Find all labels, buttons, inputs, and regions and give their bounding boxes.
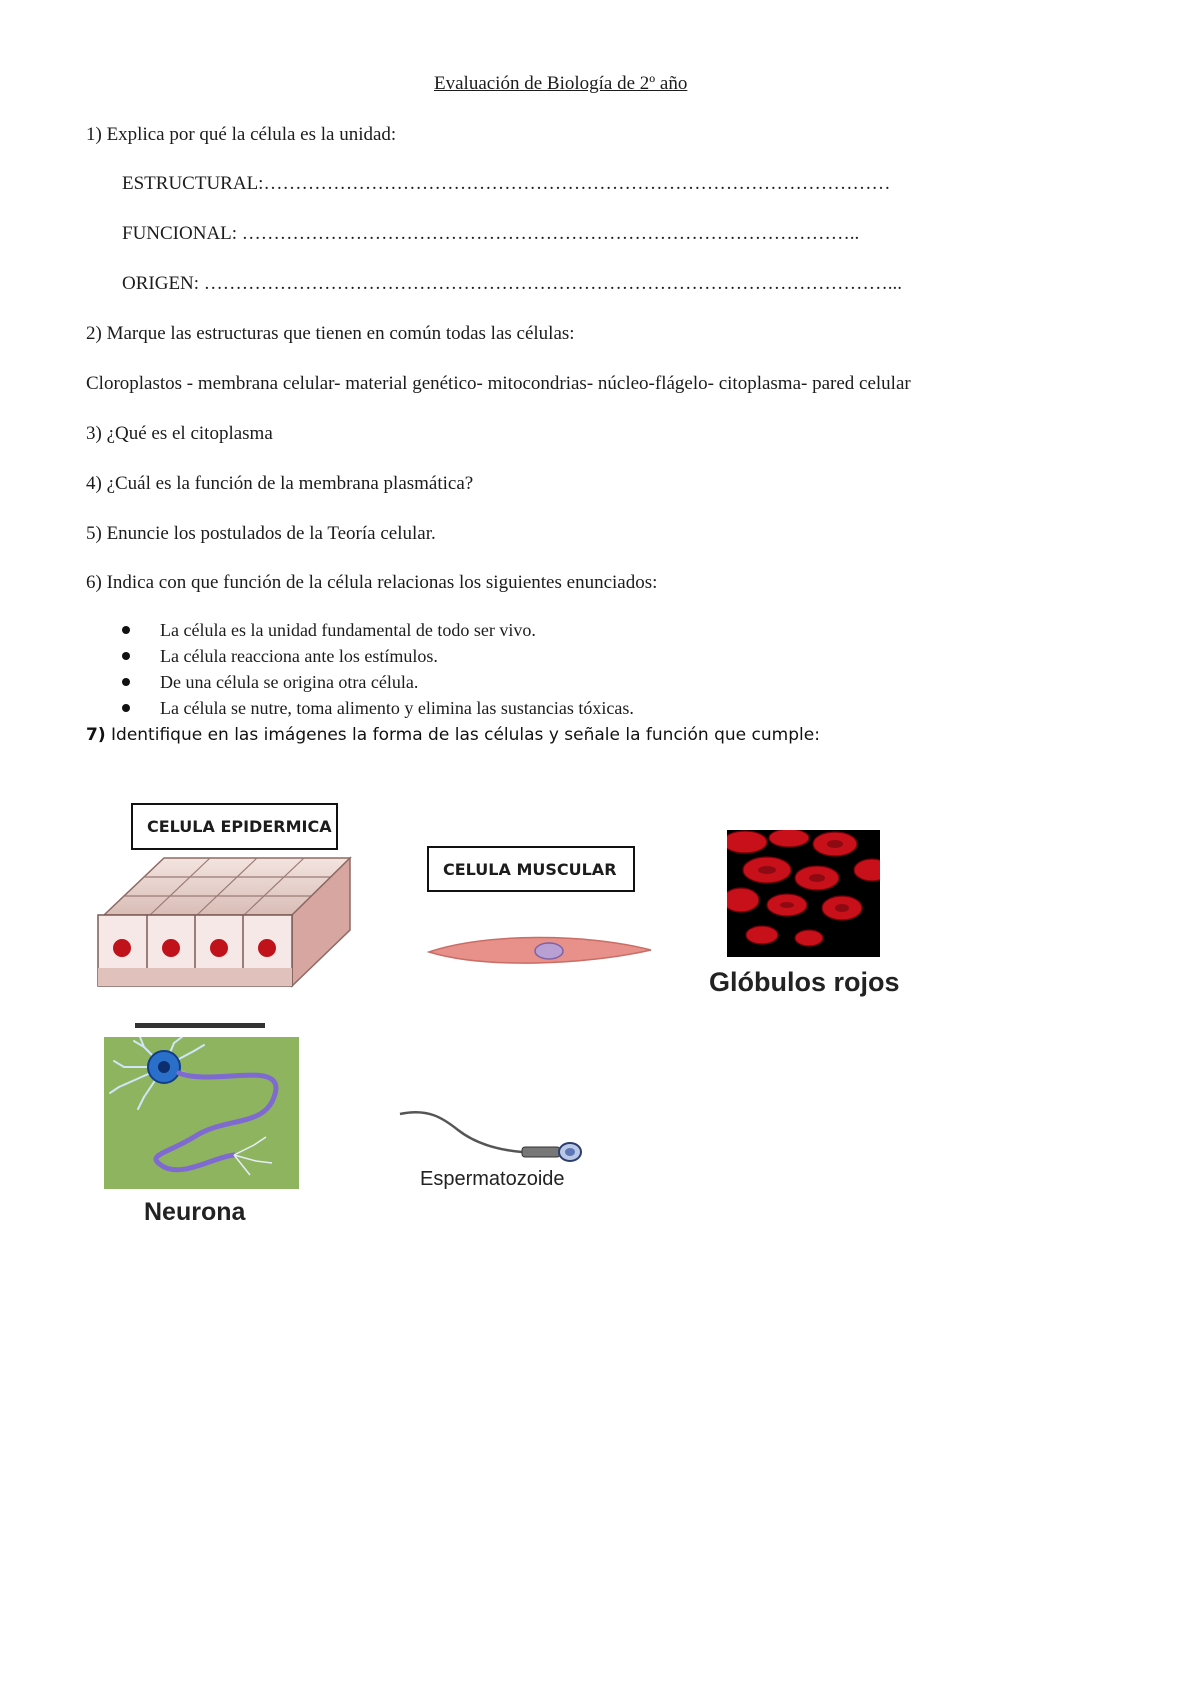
question-2: 2) Marque las estructuras que tienen en común todas las células: xyxy=(86,323,575,344)
bullet-icon xyxy=(122,678,130,686)
bullet-icon xyxy=(122,704,130,712)
list-item-text: De una célula se origina otra célula. xyxy=(160,672,419,692)
list-item xyxy=(122,617,634,643)
red-blood-cells-caption: Glóbulos rojos xyxy=(709,967,900,997)
answer-line-funcional: FUNCIONAL: …………………………………………………………………………………….. xyxy=(122,223,860,244)
question-5: 5) Enuncie los postulados de la Teoría celular. xyxy=(86,523,436,544)
list-item xyxy=(122,643,634,669)
sperm-cell-caption: Espermatozoide xyxy=(420,1168,565,1190)
list-item xyxy=(122,669,634,695)
question-4: 4) ¿Cuál es la función de la membrana plasmática? xyxy=(86,473,474,494)
list-item-text: La célula se nutre, toma alimento y elimina las sustancias tóxicas. xyxy=(160,698,634,718)
question-7-number: 7) xyxy=(86,725,106,745)
question-2-options: Cloroplastos - membrana celular- material genético- mitocondrias- núcleo-flágelo- citoplasma- pared celular xyxy=(86,373,911,394)
bullet-icon xyxy=(122,652,130,660)
neuron-caption: Neurona xyxy=(144,1198,246,1226)
question-7 xyxy=(86,725,820,745)
muscle-cell-label-text: CELULA MUSCULAR xyxy=(443,859,617,879)
cropped-caption-strip xyxy=(135,1023,265,1028)
bullet-icon xyxy=(122,626,130,634)
question-6-list xyxy=(122,617,634,721)
question-1: 1) Explica por qué la célula es la unidad: xyxy=(86,124,397,145)
neuron-image xyxy=(104,1037,299,1189)
muscle-cell-image xyxy=(425,925,655,975)
question-7-text: Identifique en las imágenes la forma de las células y señale la función que cumple: xyxy=(105,725,820,745)
sperm-cell-image xyxy=(398,1108,584,1173)
red-blood-cells-image xyxy=(727,830,880,957)
question-6: 6) Indica con que función de la célula relacionas los siguientes enunciados: xyxy=(86,572,658,593)
answer-line-origen: ORIGEN: ………………………………………………………………………………………………... xyxy=(122,273,903,294)
list-item-text: La célula reacciona ante los estímulos. xyxy=(160,646,438,666)
muscle-cell-label xyxy=(427,846,635,892)
epidermal-cell-image xyxy=(92,850,354,990)
question-3: 3) ¿Qué es el citoplasma xyxy=(86,423,273,444)
answer-line-estructural: ESTRUCTURAL:……………………………………………………………………………………… xyxy=(122,173,891,194)
epidermal-cell-label-text: CELULA EPIDERMICA xyxy=(147,817,332,836)
epidermal-cell-label xyxy=(131,803,338,850)
list-item xyxy=(122,695,634,721)
document-title: Evaluación de Biología de 2º año xyxy=(434,73,688,94)
list-item-text: La célula es la unidad fundamental de todo ser vivo. xyxy=(160,620,536,640)
